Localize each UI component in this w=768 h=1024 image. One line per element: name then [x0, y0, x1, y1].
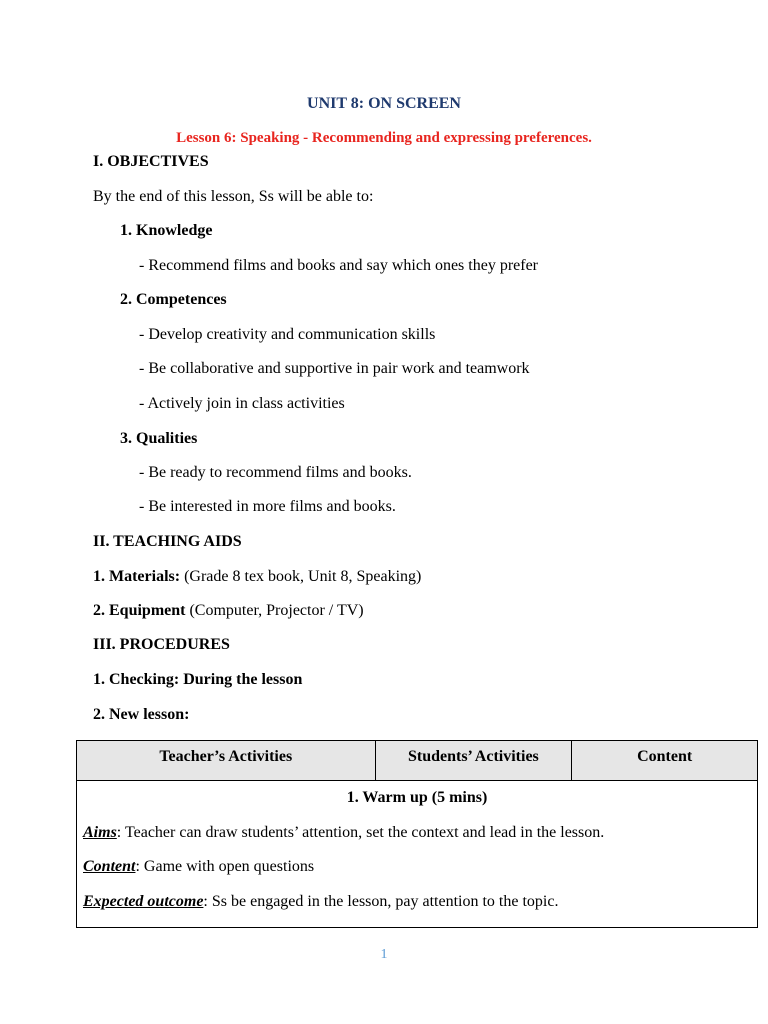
materials-value: (Grade 8 tex book, Unit 8, Speaking): [180, 568, 422, 585]
outcome-label: Expected outcome: [83, 893, 204, 910]
quality-item: - Be interested in more films and books.: [139, 498, 396, 515]
aims-line: [83, 823, 604, 843]
aims-label: Aims: [83, 824, 117, 841]
competence-item: - Be collaborative and supportive in pair work and teamwork: [139, 360, 530, 377]
warm-up-title: 1. Warm up (5 mins): [346, 789, 488, 806]
objectives-intro: By the end of this lesson, Ss will be able to:: [93, 188, 374, 205]
lesson-subtitle: Lesson 6: Speaking - Recommending and expressing preferences.: [176, 130, 592, 146]
checking-line: 1. Checking: During the lesson: [93, 671, 303, 688]
lesson-table: [76, 740, 758, 928]
competence-item: - Actively join in class activities: [139, 395, 345, 412]
materials-label: 1. Materials:: [93, 568, 181, 585]
unit-title: UNIT 8: ON SCREEN: [307, 95, 461, 112]
content-line: [83, 857, 314, 877]
equipment-label: 2. Equipment: [93, 602, 186, 619]
outcome-text: : Ss be engaged in the lesson, pay attention to the topic.: [203, 893, 559, 910]
materials-line: [93, 567, 421, 587]
table-row: [77, 781, 758, 928]
outcome-line: [83, 892, 558, 912]
equipment-value: (Computer, Projector / TV): [185, 602, 364, 619]
teaching-aids-heading: II. TEACHING AIDS: [93, 533, 242, 550]
procedures-heading: III. PROCEDURES: [93, 636, 230, 653]
competence-item: - Develop creativity and communication skills: [139, 326, 436, 343]
table-header-row: [77, 741, 758, 781]
page-number: 1: [380, 947, 388, 962]
knowledge-item: - Recommend films and books and say which ones they prefer: [139, 257, 539, 274]
teacher-activities-header: Teacher’s Activities: [77, 741, 376, 781]
content-label: Content: [83, 858, 136, 875]
warm-up-cell: [77, 781, 758, 928]
new-lesson-line: 2. New lesson:: [93, 706, 190, 723]
qualities-heading: 3. Qualities: [120, 430, 198, 447]
aims-text: : Teacher can draw students’ attention, set the context and lead in the lesson.: [116, 824, 605, 841]
content-header: Content: [572, 741, 758, 781]
objectives-heading: I. OBJECTIVES: [93, 153, 209, 170]
content-text: : Game with open questions: [135, 858, 315, 875]
equipment-line: [93, 601, 364, 621]
competences-heading: 2. Competences: [120, 291, 227, 308]
students-activities-header: Students’ Activities: [375, 741, 572, 781]
quality-item: - Be ready to recommend films and books.: [139, 464, 412, 481]
knowledge-heading: 1. Knowledge: [120, 222, 213, 239]
